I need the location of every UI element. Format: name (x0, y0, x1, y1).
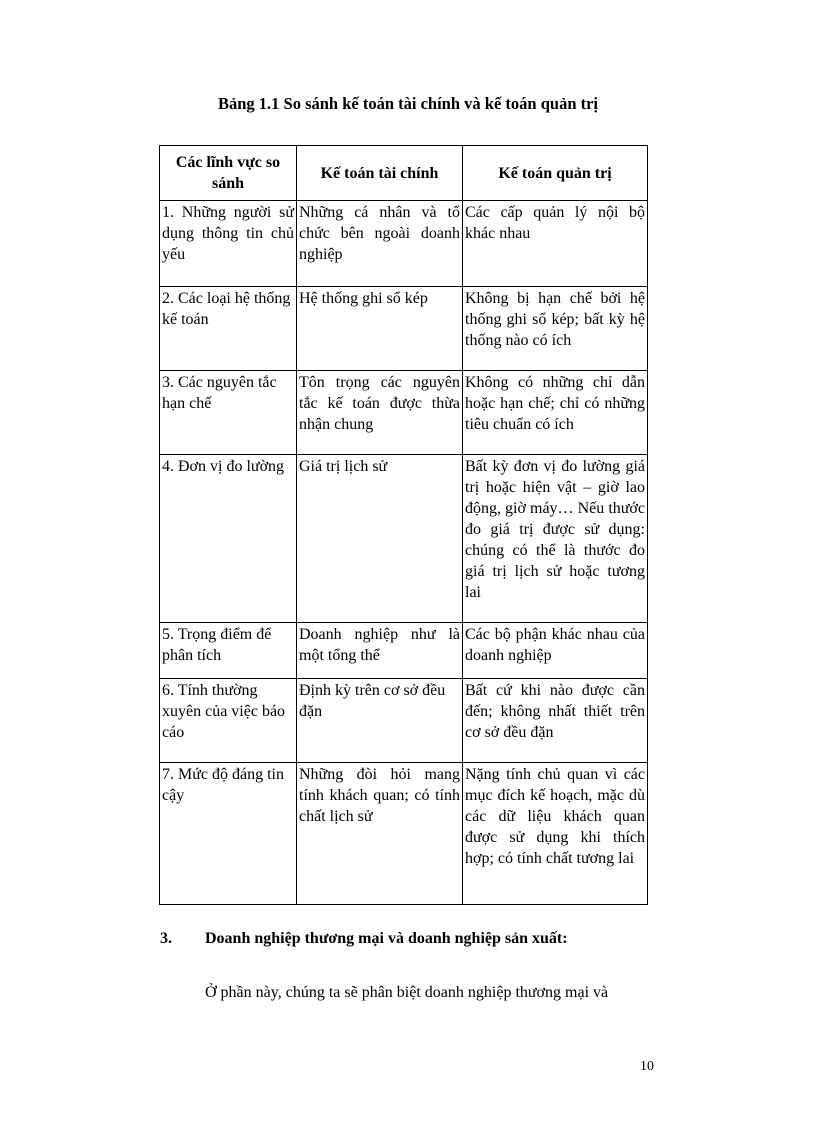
management-cell: Bất kỳ đơn vị đo lường giá trị hoặc hiện vật – giờ lao động, giờ máy… Nếu thước đo giá trị được sử dụng: chúng có thể là thước đo giá trị lịch sử hoặc tương lai (463, 455, 648, 623)
table-row (160, 763, 648, 905)
management-cell: Các cấp quản lý nội bộ khác nhau (463, 201, 648, 287)
section-title: Doanh nghiệp thương mại và doanh nghiệp sản xuất: (205, 930, 568, 947)
header-management-accounting: Kế toán quản trị (463, 146, 648, 201)
financial-cell: Tôn trọng các nguyên tắc kế toán được thừa nhận chung (297, 371, 463, 455)
management-cell: Không bị hạn chế bởi hệ thống ghi sổ kép; bất kỳ hệ thống nào có ích (463, 287, 648, 371)
table-row (160, 287, 648, 371)
table-caption: Bảng 1.1 So sánh kế toán tài chính và kế toán quản trị (217, 94, 599, 113)
criteria-cell: 3. Các nguyên tắc hạn chế (160, 371, 297, 455)
criteria-cell: 6. Tính thường xuyên của việc báo cáo (160, 679, 297, 763)
financial-cell: Giá trị lịch sử (297, 455, 463, 623)
criteria-cell: 4. Đơn vị đo lường (160, 455, 297, 623)
management-cell: Không có những chỉ dẫn hoặc hạn chế; chỉ có những tiêu chuẩn có ích (463, 371, 648, 455)
table-row (160, 455, 648, 623)
header-criteria: Các lĩnh vực so sánh (160, 146, 297, 201)
section-number: 3. (160, 930, 172, 947)
financial-cell: Hệ thống ghi sổ kép (297, 287, 463, 371)
criteria-cell: 7. Mức độ đáng tin cậy (160, 763, 297, 905)
financial-cell: Doanh nghiệp như là một tổng thể (297, 623, 463, 679)
management-cell: Nặng tính chủ quan vì các mục đích kế hoạch, mặc dù các dữ liệu khách quan được sử dụng khi thích hợp; có tính chất tương lai (463, 763, 648, 905)
table-row (160, 623, 648, 679)
criteria-cell: 2. Các loại hệ thống kế toán (160, 287, 297, 371)
management-cell: Bất cứ khi nào được cần đến; không nhất thiết trên cơ sở đều đặn (463, 679, 648, 763)
header-financial-accounting: Kế toán tài chính (297, 146, 463, 201)
table-row (160, 679, 648, 763)
criteria-cell: 5. Trọng điểm để phân tích (160, 623, 297, 679)
table-header-row (160, 146, 648, 201)
criteria-cell: 1. Những người sử dụng thông tin chủ yếu (160, 201, 297, 287)
table-row (160, 371, 648, 455)
body-paragraph: Ở phần này, chúng ta sẽ phân biệt doanh nghiệp thương mại và (205, 984, 609, 1001)
page-number: 10 (640, 1059, 654, 1074)
comparison-table (159, 145, 648, 905)
section-heading (160, 930, 568, 948)
table-row (160, 201, 648, 287)
financial-cell: Định kỳ trên cơ sở đều đặn (297, 679, 463, 763)
financial-cell: Những cá nhân và tổ chức bên ngoài doanh nghiệp (297, 201, 463, 287)
financial-cell: Những đòi hỏi mang tính khách quan; có tính chất lịch sử (297, 763, 463, 905)
management-cell: Các bộ phận khác nhau của doanh nghiệp (463, 623, 648, 679)
